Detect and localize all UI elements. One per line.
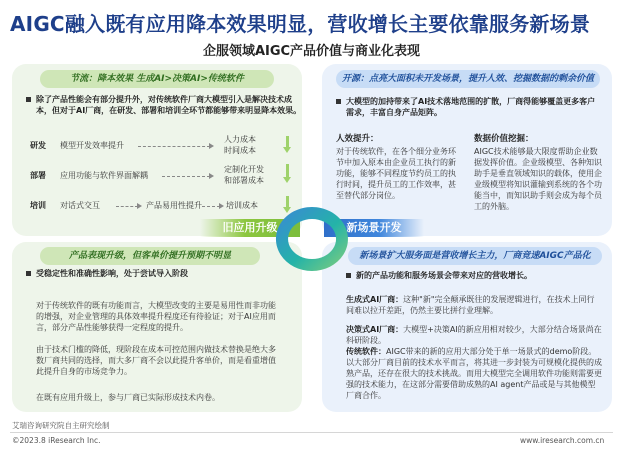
arrow-deploy: [162, 176, 210, 177]
arrowhead-icon: [209, 143, 214, 149]
down-arrow-icon: [286, 164, 289, 178]
traditional-software: 传统软件：AIGC带来的新的应用大部分处于单一场景式的demo阶段。以大部分厂商目前的技术水平而言，将其进一步封装为可规模化提供的成熟产品，还存在很大的技术挑战。而用大模型完全调用软件功能则需要更强的技术能力，在这部分需要借助成熟的AI agent产品或是与其他模型厂商合作。: [346, 347, 602, 400]
source-note: 艾瑞咨询研究院自主研究绘制: [12, 421, 110, 430]
product-upgrade-p2: 由于技术门槛的降低，现阶段在成本可控范围内做技术替换是绝大多数厂商共同的选择，而大多厂商不会以此提升客单价，而是看重增值此提升自身的市场竞争力。: [36, 345, 276, 376]
new-scenario-band: 新场景开发: [324, 219, 424, 237]
old-app-upgrade-band: 旧应用升级: [200, 219, 300, 237]
copyright: ©2023.8 iResearch Inc.: [12, 436, 101, 445]
row-label-deploy: 部署: [30, 171, 46, 180]
footer-divider: [10, 432, 613, 433]
new-scenarios-pill: 新场景扩大服务面是营收增长主力，厂商竞速AIGC产品化: [348, 247, 602, 265]
row-right-deploy: 定制化开发 和部署成本: [224, 165, 264, 185]
arrow-training-2: [202, 206, 220, 207]
row-left-training: 对话式交互: [60, 201, 100, 210]
new-scenarios-intro: 新的产品功能和服务场景会带来对应的营收增长。: [346, 270, 606, 281]
arrowhead-icon: [137, 203, 142, 209]
efficiency-body: 对于传统软件，在各个细分业务环节中加入原本由企业员工执行的新功能，能够不同程度节约员工的执行时间，提升员工的工作效率，甚至替代部分岗位。: [336, 147, 456, 200]
cost-saving-intro: 除了产品性能会有部分提升外，对传统软件厂商大模型引入是解决技术成本，但对于AI厂商，在研发、部署和培训全环节都能够带来明显降本效果。: [26, 94, 302, 116]
revenue-opening-intro: 大模型的加持带来了AI技术落地范围的扩散，厂商得能够覆盖更多客户需求，丰富自身产品矩阵。: [336, 96, 602, 118]
row-right-training: 培训成本: [226, 201, 258, 210]
arrowhead-icon: [209, 173, 214, 179]
product-upgrade-p1: 对于传统软件的既有功能而言，大模型改变的主要是易用性而非功能的增强，对企业管理的具体效率提升程度还有待验证；对于AI应用而言，部分产品性能够获得一定程度的提升。: [36, 301, 276, 332]
row-label-rnd: 研发: [30, 141, 46, 150]
efficiency-title: 人效提升：: [336, 134, 379, 144]
bullet-icon: [336, 99, 341, 104]
product-upgrade-intro: 受稳定性和准确性影响，处于尝试导入阶段: [26, 268, 246, 279]
arrowhead-icon: [219, 203, 224, 209]
down-arrow-icon: [286, 136, 289, 148]
center-ring-graphic: [258, 201, 366, 275]
row-right-rnd: 人力成本 时间成本: [224, 135, 256, 155]
cost-saving-pill: 节流：降本效果 生成AI>决策AI>传统软件: [40, 70, 274, 88]
arrow-training-1: [116, 206, 138, 207]
bullet-icon: [26, 271, 31, 276]
arrow-rnd: [138, 146, 210, 147]
row-left-rnd: 模型开发效率提升: [60, 141, 124, 150]
product-upgrade-p3: 在既有应用升级上，参与厂商已实际形成技术内卷。: [36, 393, 220, 402]
page-title: AIGC融入既有应用降本效果明显，营收增长主要依靠服务新场景: [10, 12, 591, 36]
revenue-opening-pill: 开源：点亮大面积未开发场景，提升人效、挖掘数据的剩余价值: [336, 70, 600, 88]
data-value-title: 数据价值挖掘：: [474, 134, 534, 144]
row-mid-training: 产品易用性提升: [146, 201, 202, 210]
decision-ai-vendor: 决策式AI厂商：大模型+决策AI的新应用相对较少，大部分结合场景尚在科研阶段。: [346, 325, 602, 345]
product-upgrade-pill: 产品表现升级，但客单价提升预期不明显: [40, 247, 260, 265]
bullet-icon: [26, 97, 31, 102]
gen-ai-vendor: 生成式AI厂商：这种"新"完全颠承既往的发展逻辑进行，在技术上同行间难以拉开差距，仍然主要比拼行业理解。: [346, 295, 595, 315]
row-label-training: 培训: [30, 201, 46, 210]
row-left-deploy: 应用功能与软件界面解耦: [60, 171, 148, 180]
website[interactable]: www.iresearch.com.cn: [520, 436, 605, 445]
data-value-body: AIGC技术能够最大限度帮助企业数据发挥价值。企业级模型、各种知识助手是垂直领域知识的载体，使用企业级模型将知识灌输到系统的各个功能当中，而知识助手则会成为每个员工的外脑。: [474, 147, 602, 211]
page-subtitle: 企服领域AIGC产品价值与商业化表现: [202, 44, 421, 59]
